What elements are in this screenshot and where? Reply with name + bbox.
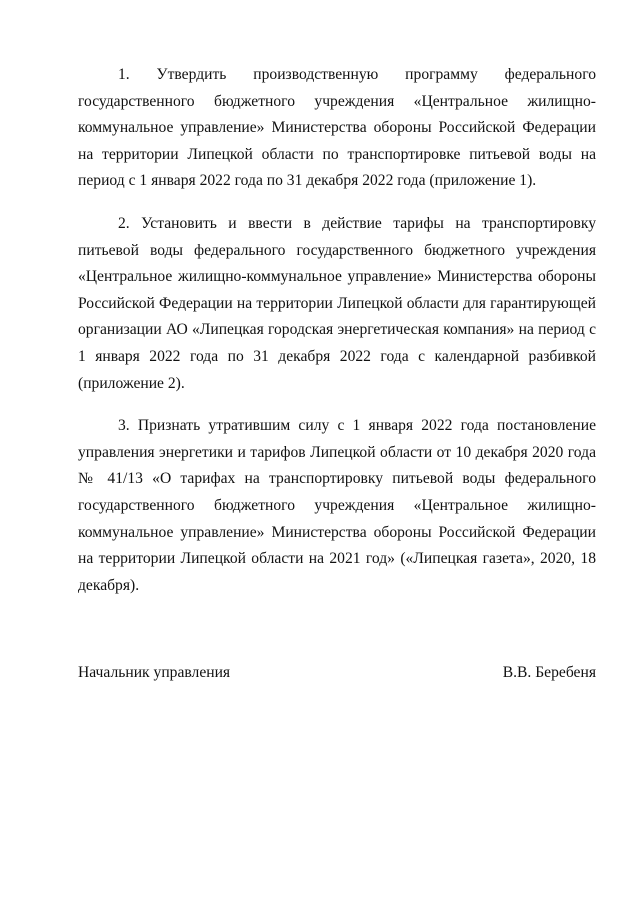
paragraph-2: 2. Установить и ввести в действие тарифы на транспортировку питьевой воды федерального государственного бюджетного учреждения «Центральное жилищно-коммунальное управление» Министерства обороны Российской Федерации на территории Липецкой области для гарантирующей организации АО «Липецкая городская энергетическая компания» на период с 1 января 2022 года по 31 декабря 2022 года с календарной разбивкой (приложение 2). xyxy=(78,214,596,392)
signature-block xyxy=(78,663,596,683)
paragraph-3: 3. Признать утратившим силу с 1 января 2022 года постановление управления энергетики и тарифов Липецкой области от 10 декабря 2020 года № 41/13 «О тарифах на транспортировку питьевой воды федерального государственного бюджетного учреждения «Центральное жилищно-коммунальное управление» Министерства обороны Российской Федерации на территории Липецкой области на 2021 год» («Липецкая газета», 2020, 18 декабря). xyxy=(78,417,596,594)
signature-position: Начальник управления xyxy=(78,664,231,681)
paragraph-1: 1. Утвердить производственную программу федерального государственного бюджетного учреждения «Центральное жилищно-коммунальное управление» Министерства обороны Российской Федерации на территории Липецкой области по транспортировке питьевой воды на период с 1 января 2022 года по 31 декабря 2022 года (приложение 1). xyxy=(78,66,596,190)
document-body xyxy=(78,62,596,615)
signature-name: В.В. Беребеня xyxy=(502,664,596,681)
